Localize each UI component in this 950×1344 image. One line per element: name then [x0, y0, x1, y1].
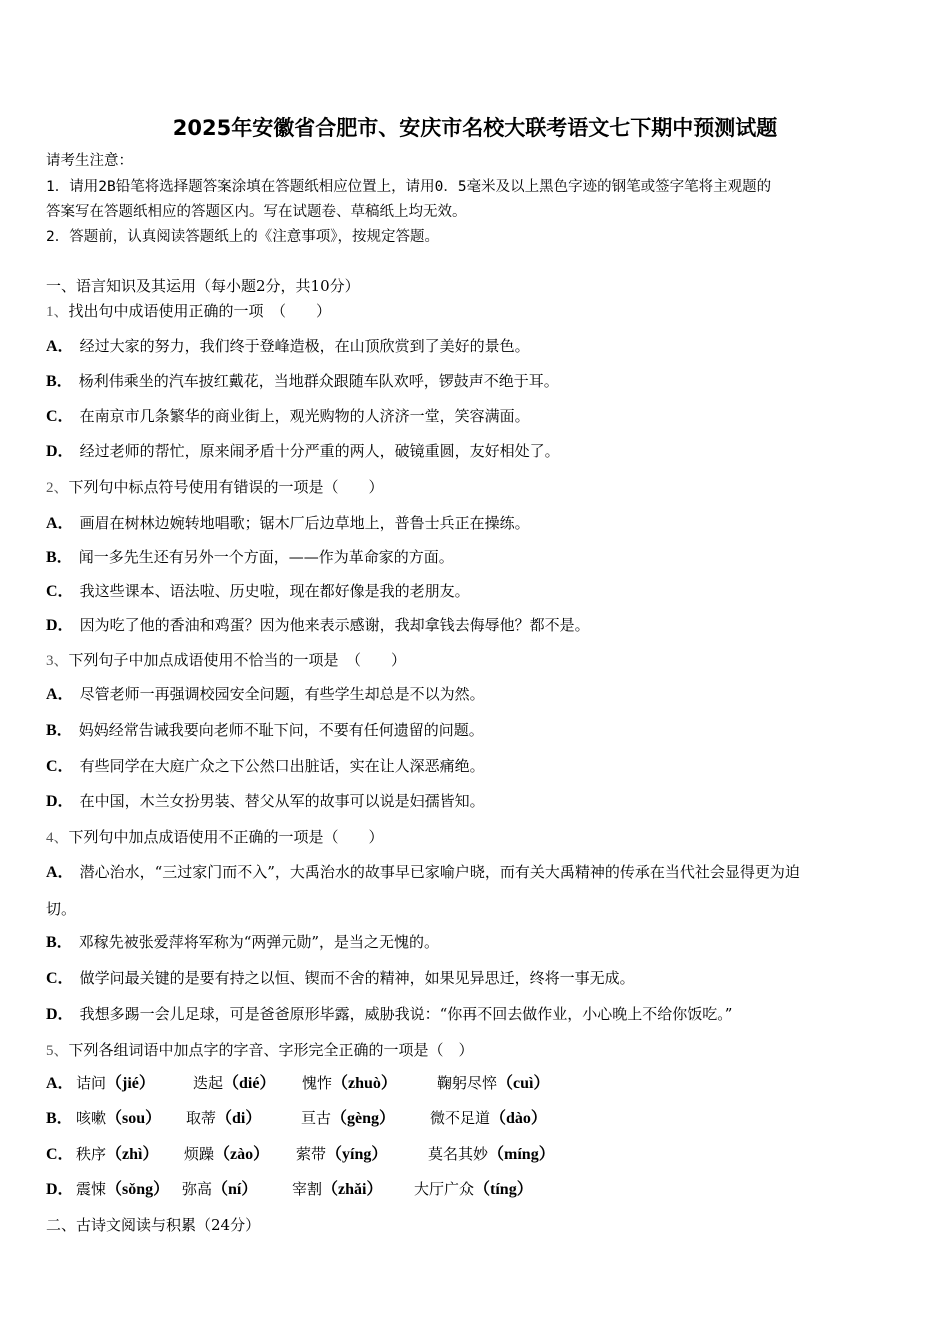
option-letter: B．	[46, 722, 73, 739]
option-letter: B．	[46, 373, 73, 390]
word-pinyin: （tíng）	[474, 1181, 533, 1198]
question-text: 下列各组词语中加点字的字音、字形完全正确的一项是（ ）	[68, 1041, 474, 1059]
question-3-option-b	[46, 720, 484, 741]
question-4-stem	[46, 827, 384, 848]
word-hanzi: 迭起	[193, 1074, 224, 1092]
option-text: 做学问最关键的是要有持之以恒、锲而不舍的精神，如果见异思迁，终将一事无成。	[79, 969, 635, 987]
question-1-option-b	[46, 371, 559, 392]
question-number: 3、	[46, 653, 69, 669]
question-5-option-b	[46, 1108, 547, 1129]
option-text: 经过老师的帮忙，原来闹矛盾十分严重的两人，破镜重圆，友好相处了。	[79, 442, 560, 460]
question-text: 下列句子中加点成语使用不恰当的一项是 （ ）	[68, 651, 407, 669]
word-hanzi: 弥高	[182, 1180, 213, 1198]
notice-heading: 请考生注意：	[46, 153, 133, 169]
option-letter: C．	[46, 1146, 74, 1163]
word-pinyin: （zào）	[214, 1146, 270, 1163]
question-2-option-b	[46, 547, 454, 568]
option-letter: A．	[46, 686, 74, 703]
option-letter: D．	[46, 1181, 74, 1198]
word-group	[186, 1108, 261, 1129]
section-2-heading: 二、古诗文阅读与积累（24分）	[46, 1216, 261, 1234]
option-text: 有些同学在大庭广众之下公然口出脏话，实在让人深恶痛绝。	[79, 757, 485, 775]
word-group	[184, 1144, 269, 1165]
question-2-option-c	[46, 581, 470, 602]
word-group	[193, 1073, 275, 1094]
word-pinyin: （gèng）	[331, 1110, 396, 1127]
word-group	[301, 1108, 395, 1129]
word-hanzi: 愧怍	[302, 1074, 333, 1092]
word-pinyin: （sou）	[106, 1110, 162, 1127]
word-hanzi: 萦带	[296, 1145, 327, 1163]
option-letter: D．	[46, 617, 74, 634]
question-1-stem	[46, 301, 331, 322]
option-letter: D．	[46, 1006, 74, 1023]
notice-item-1-line-2: 答案写在答题纸相应的答题区内。写在试题卷、草稿纸上均无效。	[46, 204, 467, 220]
notice-item-1-line-1: 1．请用2B铅笔将选择题答案涂填在答题纸相应位置上，请用0．5毫米及以上黑色字迹的钢笔或签字笔将主观题的	[46, 179, 772, 195]
question-number: 1、	[46, 304, 69, 320]
option-letter: A．	[46, 515, 74, 532]
word-pinyin: （jié）	[106, 1075, 155, 1092]
question-2-stem	[46, 477, 384, 498]
word-hanzi: 莫名其妙	[428, 1145, 489, 1163]
question-5-stem	[46, 1040, 474, 1061]
question-number: 2、	[46, 480, 69, 496]
question-3-stem	[46, 650, 406, 671]
word-hanzi: 大厅广众	[414, 1180, 475, 1198]
word-pinyin: （zhǎi）	[322, 1181, 383, 1198]
word-pinyin: （míng）	[488, 1146, 555, 1163]
option-letter: A．	[46, 864, 74, 881]
option-text: 尽管老师一再强调校园安全问题，有些学生却总是不以为然。	[79, 685, 485, 703]
option-text: 经过大家的努力，我们终于登峰造极，在山顶欣赏到了美好的景色。	[79, 337, 530, 355]
option-text: 妈妈经常告诫我要向老师不耻下问，不要有任何遗留的问题。	[78, 721, 484, 739]
option-letter: C．	[46, 970, 74, 987]
option-text: 我这些课本、语法啦、历史啦，现在都好像是我的老朋友。	[79, 582, 470, 600]
question-5-option-d	[46, 1179, 533, 1200]
question-1-option-a	[46, 336, 530, 357]
question-5-option-a	[46, 1073, 550, 1094]
word-hanzi: 诘问	[76, 1074, 107, 1092]
word-hanzi: 烦躁	[184, 1145, 215, 1163]
option-letter: D．	[46, 793, 74, 810]
notice-item-2: 2．答题前，认真阅读答题纸上的《注意事项》，按规定答题。	[46, 229, 439, 245]
word-group	[76, 1073, 155, 1094]
word-pinyin: （di）	[216, 1110, 262, 1127]
question-text: 找出句中成语使用正确的一项 （ ）	[68, 302, 332, 320]
question-1-option-d	[46, 441, 560, 462]
question-text: 下列句中标点符号使用有错误的一项是（ ）	[68, 478, 384, 496]
word-hanzi: 震悚	[76, 1180, 107, 1198]
option-letter: A．	[46, 1075, 74, 1092]
option-text: 邓稼先被张爱萍将军称为“两弹元勋”，是当之无愧的。	[78, 933, 440, 951]
word-group	[428, 1144, 555, 1165]
question-2-option-a	[46, 513, 530, 534]
option-letter: A．	[46, 338, 74, 355]
option-text: 闻一多先生还有另外一个方面，——作为革命家的方面。	[78, 548, 454, 566]
option-letter: B．	[46, 549, 73, 566]
word-group	[292, 1179, 382, 1200]
word-group	[296, 1144, 387, 1165]
word-group	[76, 1108, 161, 1129]
word-hanzi: 微不足道	[430, 1109, 491, 1127]
option-letter: C．	[46, 583, 74, 600]
option-letter: B．	[46, 1110, 73, 1127]
word-hanzi: 秩序	[76, 1145, 107, 1163]
option-text: 杨利伟乘坐的汽车披红戴花，当地群众跟随车队欢呼，锣鼓声不绝于耳。	[78, 372, 559, 390]
word-group	[76, 1144, 158, 1165]
option-text: 因为吃了他的香油和鸡蛋？因为他来表示感谢，我却拿钱去侮辱他？都不是。	[79, 616, 590, 634]
option-letter: B．	[46, 934, 73, 951]
word-pinyin: （dào）	[490, 1110, 547, 1127]
word-group	[437, 1073, 549, 1094]
word-hanzi: 宰割	[292, 1180, 323, 1198]
word-pinyin: （cuì）	[497, 1075, 550, 1092]
page-title: 2025年安徽省合肥市、安庆市名校大联考语文七下期中预测试题	[172, 116, 778, 140]
question-4-option-d	[46, 1004, 732, 1025]
word-pinyin: （zhì）	[106, 1146, 159, 1163]
option-text: 在南京市几条繁华的商业街上，观光购物的人济济一堂，笑容满面。	[79, 407, 530, 425]
word-pinyin: （dié）	[223, 1075, 276, 1092]
word-group	[76, 1179, 169, 1200]
option-letter: C．	[46, 408, 74, 425]
question-4-option-b	[46, 932, 439, 953]
word-group	[302, 1073, 397, 1094]
option-letter: D．	[46, 443, 74, 460]
question-1-option-c	[46, 406, 530, 427]
option-text: 画眉在树林边婉转地唱歌；锯木厂后边草地上，普鲁士兵正在操练。	[79, 514, 530, 532]
option-text: 潜心治水，“三过家门而不入”，大禹治水的故事早已家喻户晓，而有关大禹精神的传承在当代社会显得更为迫	[79, 863, 800, 881]
word-group	[430, 1108, 547, 1129]
question-number: 4、	[46, 830, 69, 846]
option-text: 我想多踢一会儿足球，可是爸爸原形毕露，威胁我说：“你再不回去做作业，小心晚上不给你饭吃。”	[79, 1005, 733, 1023]
section-1-heading: 一、语言知识及其运用（每小题2分，共10分）	[46, 277, 360, 295]
question-5-option-c	[46, 1144, 555, 1165]
option-text: 在中国，木兰女扮男装、替父从军的故事可以说是妇孺皆知。	[79, 792, 485, 810]
question-4-option-a-continued: 切。	[46, 900, 77, 918]
word-hanzi: 亘古	[301, 1109, 332, 1127]
question-3-option-a	[46, 684, 485, 705]
word-pinyin: （yíng）	[326, 1146, 388, 1163]
question-3-option-d	[46, 791, 485, 812]
option-letter: C．	[46, 758, 74, 775]
word-hanzi: 取蒂	[186, 1109, 217, 1127]
question-text: 下列句中加点成语使用不正确的一项是（ ）	[68, 828, 384, 846]
word-hanzi: 鞠躬尽悴	[437, 1074, 498, 1092]
question-3-option-c	[46, 756, 485, 777]
word-group	[414, 1179, 533, 1200]
question-2-option-d	[46, 615, 590, 636]
word-pinyin: （sǒng）	[106, 1181, 170, 1198]
word-group	[182, 1179, 257, 1200]
word-hanzi: 咳嗽	[76, 1109, 107, 1127]
question-number: 5、	[46, 1043, 69, 1059]
question-4-option-a	[46, 862, 800, 883]
word-pinyin: （zhuò）	[332, 1075, 397, 1092]
word-pinyin: （ní）	[212, 1181, 258, 1198]
question-4-option-c	[46, 968, 635, 989]
